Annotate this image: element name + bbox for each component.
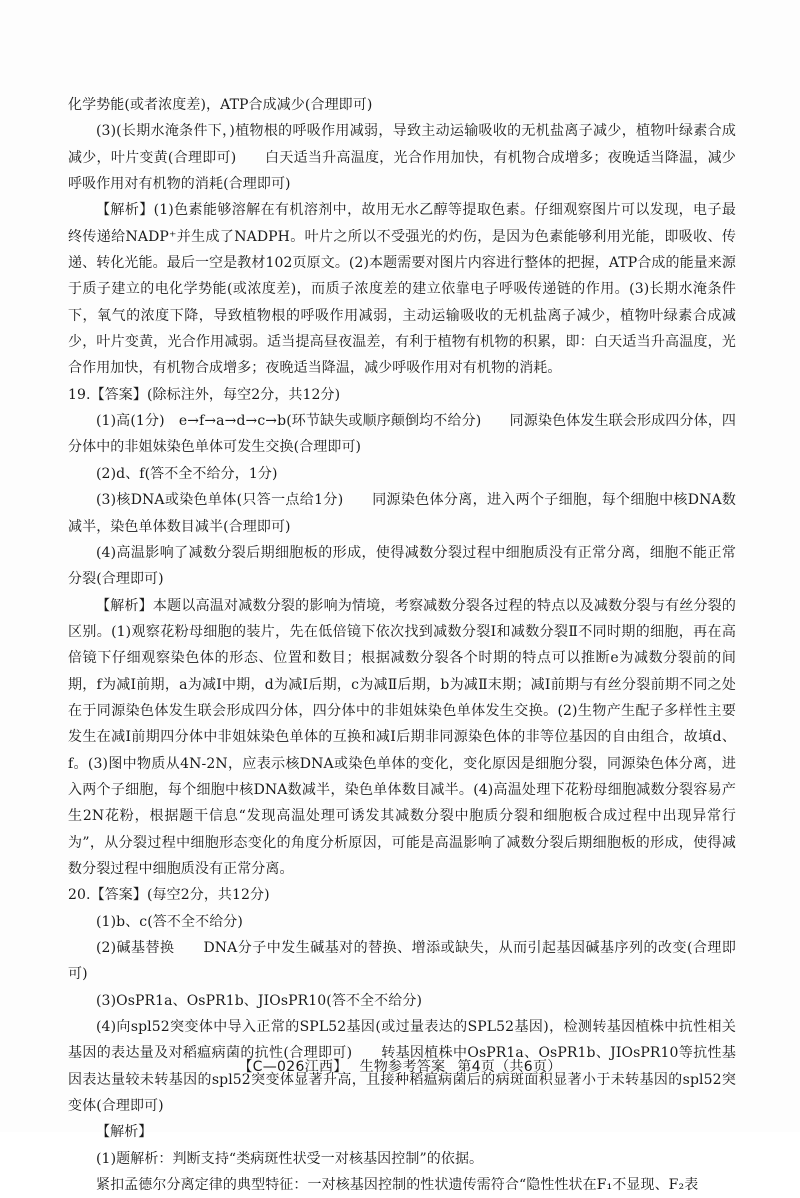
question-heading: 20.【答案】(每空2分，共12分)	[68, 887, 270, 904]
document-body	[68, 92, 736, 1198]
subject-title: 生物参考答案	[359, 1059, 446, 1075]
answer-item: (2)d、f(答不全不给分，1分)	[96, 465, 278, 482]
text-line: (3)(长期水淹条件下，)植物根的呼吸作用减弱，导致主动运输吸收的无机盐离子减少，植物叶绿素合成减少，叶片变黄(合理即可) 白天适当升高温度，光合作用加快，有机物合成增多；夜晚适当降温，减少呼吸作用对有机物的消耗(合理即可)	[68, 123, 736, 193]
analysis-paragraph: 【解析】(1)色素能够溶解在有机溶剂中，故用无水乙醇等提取色素。仔细观察图片可以发现，电子最终传递给NADP⁺并生成了NADPH。叶片之所以不受强光的灼伤，是因为色素能够利用光能，即吸收、传递、转化光能。最后一空是教材102页原文。(2)本题需要对图片内容进行整体的把握，ATP合成的能量来源于质子建立的电化学势能(或浓度差)，而质子浓度差的建立依靠电子呼吸传递链的作用。(3)长期水淹条件下，氧气的浓度下降，导致植物根的呼吸作用减弱，主动运输吸收的无机盐离子减少，植物叶绿素合成减少，叶片变黄，光合作用减弱。适当提高昼夜温差，有利于植物有机物的积累，即：白天适当升高温度，光合作用加快，有机物合成增多；夜晚适当降温，减少呼吸作用对有机物的消耗。	[68, 202, 736, 377]
answer-item: (4)向spl52突变体中导入正常的SPL52基因(或过量表达的SPL52基因)，检测转基因植株中抗性相关基因的表达量及对稻瘟病菌的抗性(合理即可) 转基因植株中OsPR1a、OsPR1b、JIOsPR10等抗性基因表达量较未转基因的spl52突变体显著升高，且接种稻瘟病菌后的病斑面积显著小于未转基因的spl52突变体(合理即可)	[68, 1019, 736, 1115]
answer-item: (3)OsPR1a、OsPR1b、JIOsPR10(答不全不给分)	[96, 992, 423, 1009]
answer-item: (4)高温影响了减数分裂后期细胞板的形成，使得减数分裂过程中细胞质没有正常分离，细胞不能正常分裂(合理即可)	[68, 544, 736, 588]
page-number: 第4页（共6页）	[457, 1059, 562, 1075]
answer-item: (2)碱基替换 DNA分子中发生碱基对的替换、增添或缺失，从而引起基因碱基序列的改变(合理即可)	[68, 940, 736, 983]
analysis-heading: 【解析】	[96, 1124, 153, 1141]
answer-item: (1)高(1分) e→f→a→d→c→b(环节缺失或顺序颠倒均不给分) 同源染色体发生联会形成四分体，四分体中的非姐妹染色单体可发生交换(合理即可)	[68, 413, 736, 456]
analysis-paragraph: 紧扣孟德尔分离定律的典型特征：一对核基因控制的性状遗传需符合“隐性性状在F₁不显现、F₂表	[96, 1177, 699, 1194]
question-heading: 19.【答案】(除标注外，每空2分，共12分)	[68, 386, 341, 403]
page-footer	[0, 1056, 800, 1076]
analysis-paragraph: 【解析】本题以高温对减数分裂的影响为情境，考察减数分裂各过程的特点以及减数分裂与有丝分裂的区别。(1)观察花粉母细胞的装片，先在低倍镜下依次找到减数分裂Ⅰ和减数分裂Ⅱ不同时期的细胞，再在高倍镜下仔细观察染色体的形态、位置和数目；根据减数分裂各个时期的特点可以推断e为减数分裂前的间期，f为减Ⅰ前期，a为减Ⅰ中期，d为减Ⅰ后期，c为减Ⅱ后期，b为减Ⅱ末期；减Ⅰ前期与有丝分裂前期不同之处在于同源染色体发生联会形成四分体，四分体中的非姐妹染色单体发生交换。(2)生物产生配子多样性主要发生在减Ⅰ前期四分体中非姐妹染色单体的互换和减Ⅰ后期非同源染色体的非等位基因的自由组合，故填d、f。(3)图中物质从4N-2N，应表示核DNA或染色单体的变化，变化原因是细胞分裂，同源染色体分离，进入两个子细胞，每个细胞中核DNA数减半，染色单体数目减半。(4)高温处理下花粉母细胞减数分裂容易产生2N花粉，根据题干信息“发现高温处理可诱发其减数分裂中胞质分裂和细胞板合成过程中出现异常行为”，从分裂过程中细胞形态变化的角度分析原因，可能是高温影响了减数分裂后期细胞板的形成，使得减数分裂过程中细胞质没有正常分离。	[68, 597, 736, 877]
answer-item: (1)b、c(答不全不给分)	[96, 913, 243, 930]
text-line: 化学势能(或者浓度差)，ATP合成减少(合理即可)	[68, 97, 373, 113]
analysis-paragraph: (1)题解析：判断支持“类病斑性状受一对核基因控制”的依据。	[96, 1150, 484, 1167]
exam-code: 【C—026江西】	[238, 1059, 348, 1075]
answer-item: (3)核DNA或染色单体(只答一点给1分) 同源染色体分离，进入两个子细胞，每个细胞中核DNA数减半，染色单体数目减半(合理即可)	[68, 492, 736, 535]
